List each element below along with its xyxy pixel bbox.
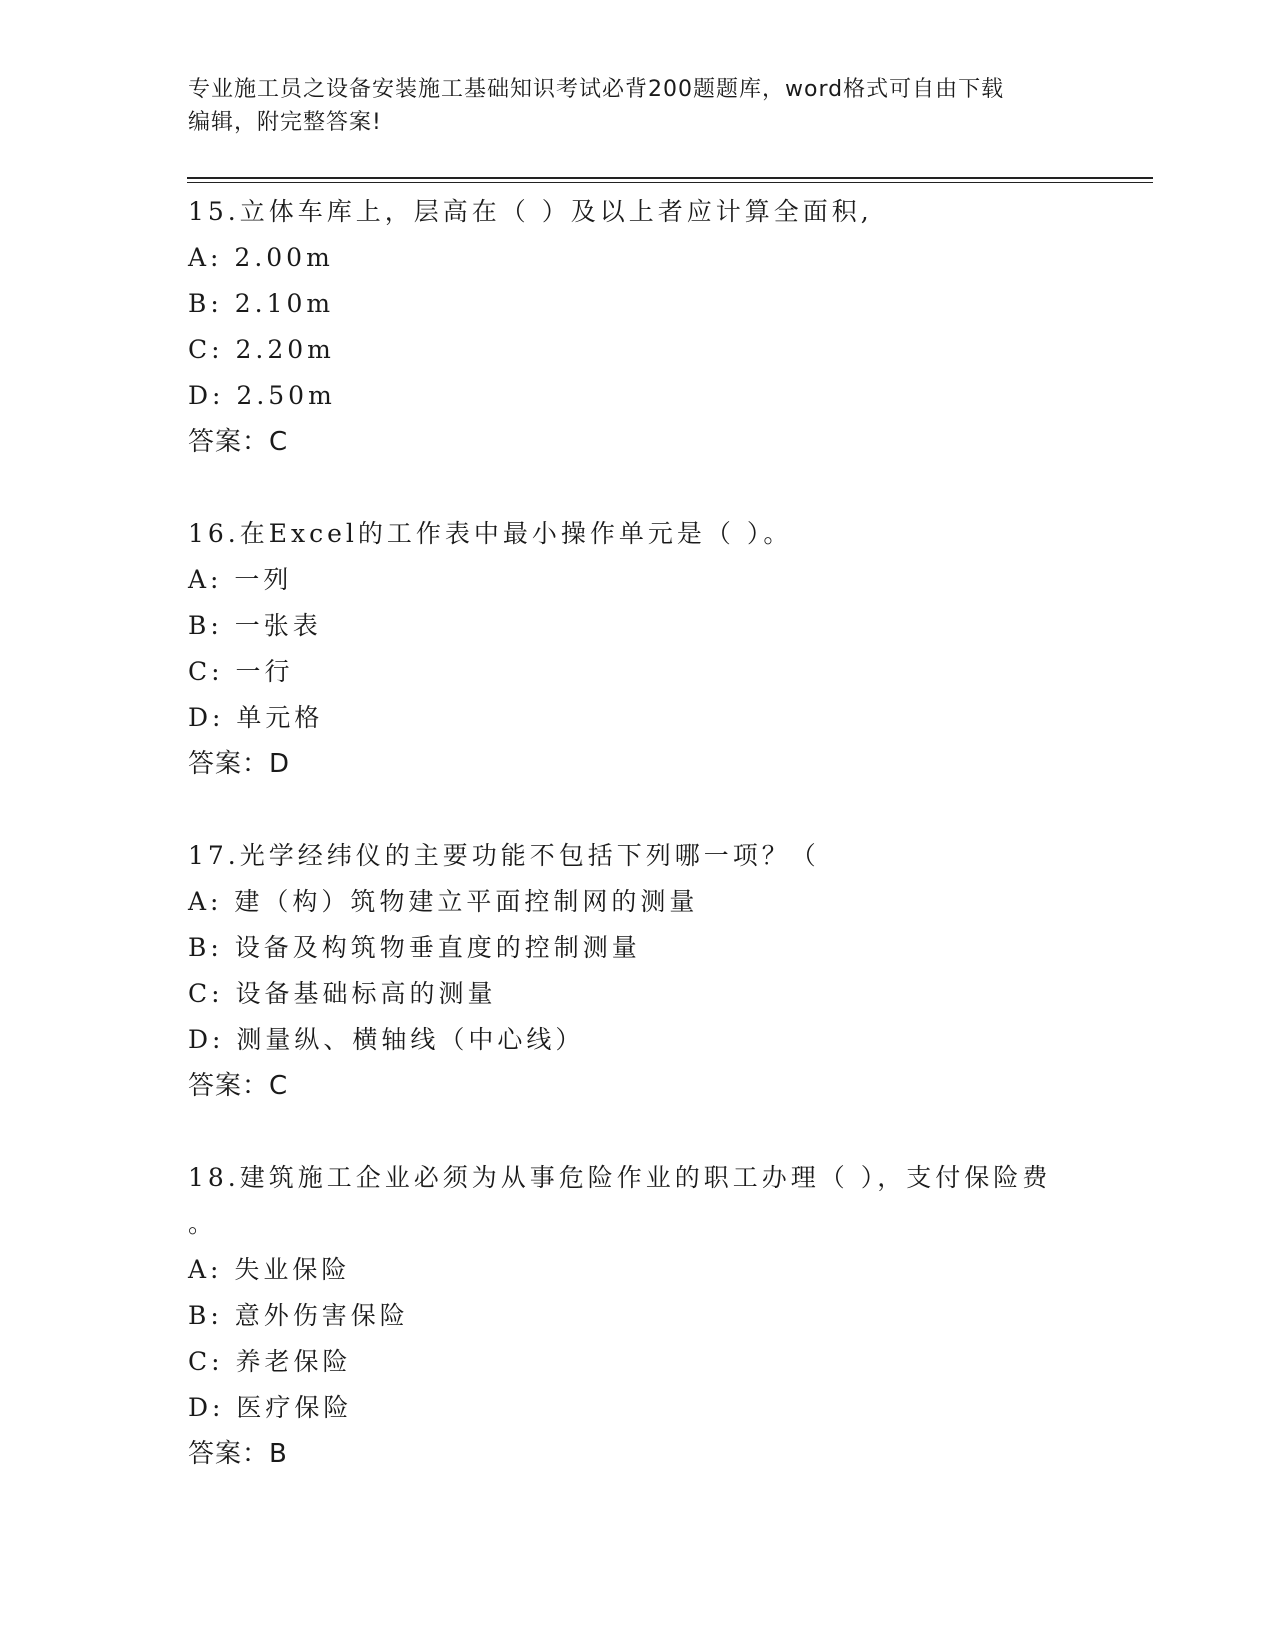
question-15 <box>188 189 1148 465</box>
option-a: A: 失业保险 <box>188 1255 351 1284</box>
answer: 答案：C <box>188 1071 289 1101</box>
option-b: B: 2.10m <box>188 289 335 318</box>
option-b: B: 设备及构筑物垂直度的控制测量 <box>188 933 641 962</box>
question-18 <box>188 1155 1148 1477</box>
option-d: D: 医疗保险 <box>188 1393 353 1422</box>
question-text: 15.立体车库上，层高在（ ）及以上者应计算全面积, <box>188 197 873 226</box>
header-line-2: 编辑，附完整答案! <box>188 110 382 135</box>
option-a: A: 建（构）筑物建立平面控制网的测量 <box>188 887 699 916</box>
option-a: A: 2.00m <box>188 243 334 272</box>
option-c: C: 养老保险 <box>188 1347 352 1376</box>
option-c: C: 2.20m <box>188 335 335 364</box>
option-c: C: 设备基础标高的测量 <box>188 979 497 1008</box>
question-text: 18.建筑施工企业必须为从事危险作业的职工办理（ ），支付保险费 。 <box>188 1163 1052 1238</box>
option-d: D: 单元格 <box>188 703 324 732</box>
question-16 <box>188 511 1148 787</box>
header-line-1: 专业施工员之设备安装施工基础知识考试必背200题题库，word格式可自由下载 <box>188 77 1005 102</box>
answer: 答案：D <box>188 749 291 779</box>
question-text: 17.光学经纬仪的主要功能不包括下列哪一项？（ <box>188 841 820 870</box>
question-text: 16.在Excel的工作表中最小操作单元是（ ）。 <box>188 519 793 548</box>
option-b: B: 一张表 <box>188 611 322 640</box>
option-d: D: 2.50m <box>188 381 336 410</box>
header-divider-thick <box>187 177 1153 179</box>
option-a: A: 一列 <box>188 565 293 594</box>
option-c: C: 一行 <box>188 657 294 686</box>
question-list <box>188 189 1148 1523</box>
answer: 答案：B <box>188 1439 288 1469</box>
header-divider-thin <box>187 182 1153 183</box>
document-header <box>188 73 1088 139</box>
answer: 答案：C <box>188 427 289 457</box>
question-17 <box>188 833 1148 1109</box>
option-d: D: 测量纵、横轴线（中心线） <box>188 1025 585 1054</box>
option-b: B: 意外伤害保险 <box>188 1301 409 1330</box>
